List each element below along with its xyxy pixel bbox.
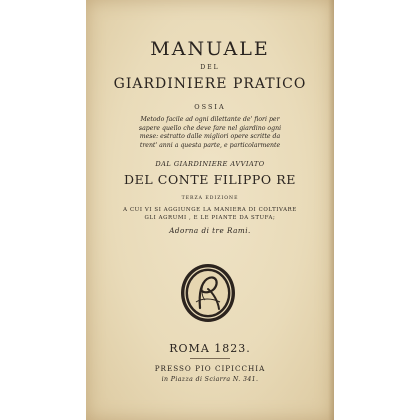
- additions-block: [86, 206, 334, 223]
- title-manuale: MANUALE: [150, 38, 270, 60]
- dal-giardiniere: DAL GIARDINIERE AVVIATO: [155, 160, 265, 168]
- additions-line: A CUI VI SI AGGIUNGE LA MANIERA DI COLTIVARE: [123, 207, 297, 213]
- title-dei: DEL: [200, 64, 220, 71]
- description-line: mese: estratto dalle migliori opere scritte da: [139, 133, 281, 141]
- description-line: sapere quello che deve fare nel giardino ogni: [138, 124, 282, 132]
- description-block: [86, 116, 334, 150]
- divider: [190, 358, 230, 359]
- place-year: ROMA 1823.: [169, 342, 251, 355]
- title-page: [86, 0, 334, 420]
- edition: TERZA EDIZIONE: [181, 196, 239, 201]
- additions-line: GLI AGRUMI , E LE PIANTE DA STUFA;: [144, 215, 276, 222]
- monogram-seal-icon: [179, 262, 237, 324]
- title-giardiniere: GIARDINIERE PRATICO: [113, 76, 307, 92]
- description-line: Metodo facile ad ogni dilettante de' fiori per: [140, 116, 280, 123]
- author: DEL CONTE FILIPPO RE: [123, 172, 297, 187]
- adorna-line: Adorna di tre Rami.: [169, 226, 251, 235]
- printer: PRESSO PIO CIPICCHIA: [154, 364, 266, 373]
- description-line: trent' anni a questa parte, e particolarmente: [139, 141, 281, 149]
- printer-address: in Piazza di Sciarra N. 341.: [161, 376, 259, 383]
- ossia-label: OSSIA: [194, 103, 226, 111]
